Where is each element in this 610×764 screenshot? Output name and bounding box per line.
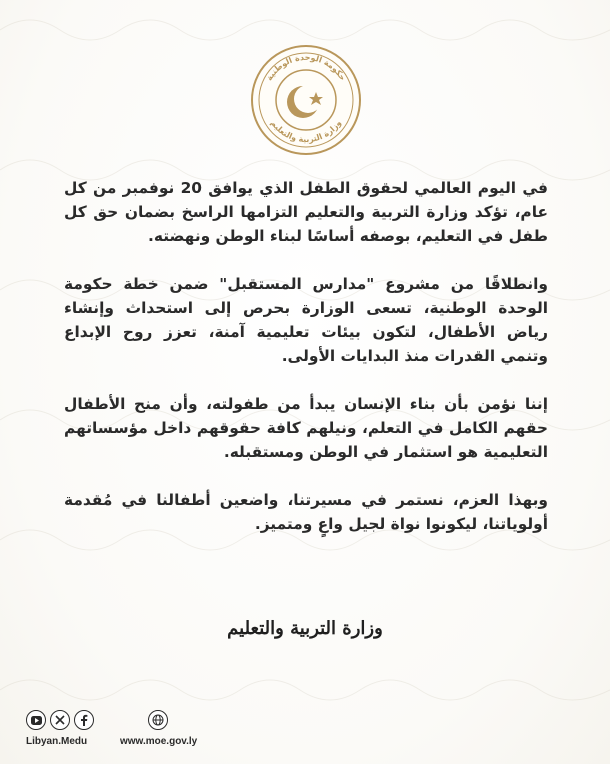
- paragraph-3: إننا نؤمن بأن بناء الإنسان يبدأ من طفولته، وأن منح الأطفال حقهم الكامل في التعلم، ونيلهم كافة حقوقهم داخل مؤسساتهم التعليمية هو استثمار في الوطن ومستقبله.: [64, 395, 548, 461]
- signature: وزارة التربية والتعليم: [227, 618, 383, 639]
- youtube-icon[interactable]: [26, 710, 46, 730]
- globe-icon[interactable]: [148, 710, 168, 730]
- footer: [26, 710, 266, 750]
- social-icons: [26, 710, 94, 732]
- facebook-icon[interactable]: [74, 710, 94, 730]
- paragraph-1: في اليوم العالمي لحقوق الطفل الذي يوافق 20 نوفمبر من كل عام، تؤكد وزارة التربية والتعليم التزامها الراسخ بضمان حق كل طفل في التعليم، بوصفه أساسًا لبناء الوطن ونهضته.: [64, 179, 548, 245]
- paragraph-4: وبهذا العزم، نستمر في مسيرتنا، واضعين أطفالنا في مُقدمة أولوياتنا، ليكونوا نواة لجيل واعٍ ومتميز.: [64, 491, 548, 533]
- emblem-ring-top: حكومة الوحدة الوطنية: [264, 52, 348, 83]
- website-url[interactable]: www.moe.gov.ly: [120, 736, 198, 747]
- x-icon[interactable]: [50, 710, 70, 730]
- ministry-emblem: [250, 44, 362, 156]
- emblem-ring-bottom: وزارة التربية والتعليم: [268, 118, 343, 145]
- statement-body: [64, 176, 548, 560]
- paragraph-2: وانطلاقًا من مشروع "مدارس المستقبل" ضمن خطة حكومة الوحدة الوطنية، تسعى الوزارة بحرص إلى استحداث وإنشاء رياض الأطفال، لتكون بيئات تعليمية آمنة، تعزز روح الإبداع وتنمي القدرات منذ البدايات الأولى.: [64, 275, 548, 365]
- social-handle: Libyan.Medu: [26, 736, 88, 747]
